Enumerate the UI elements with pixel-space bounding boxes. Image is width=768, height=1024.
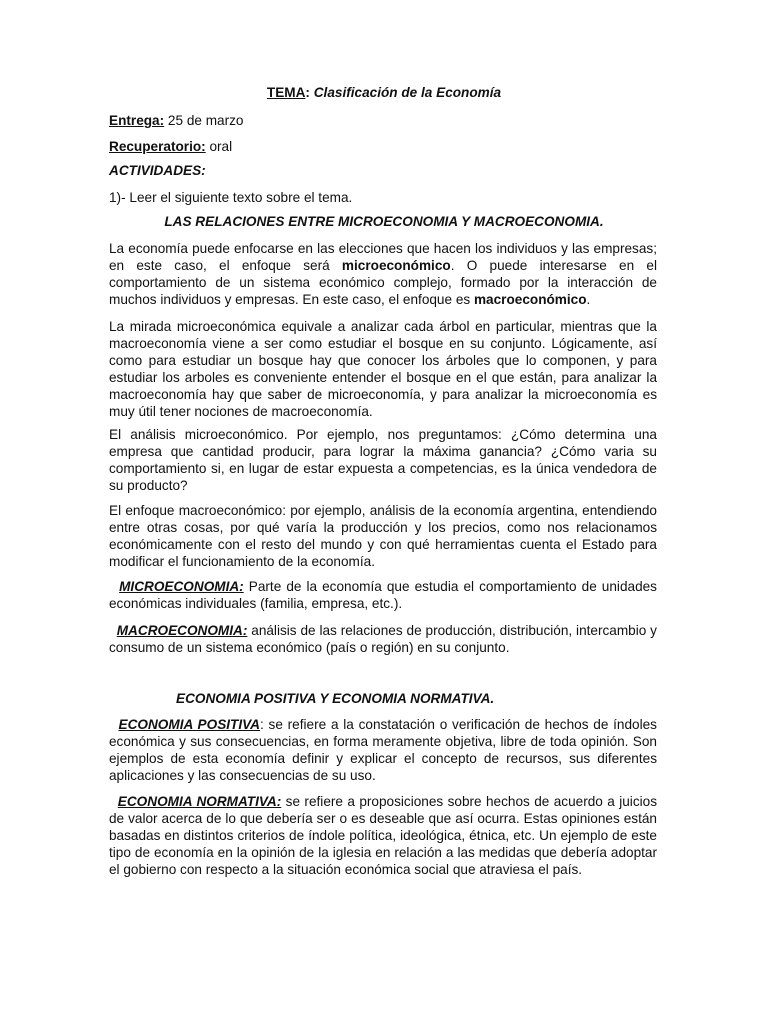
definition-economia-normativa [109,793,657,878]
paragraph-text: . [586,292,591,307]
term-macroeconomico: macroeconómico [473,292,587,307]
paragraph-analisis-micro: El análisis microeconómico. Por ejemplo, nos preguntamos: ¿Cómo determina una empresa que cantidad producir, para lograr la máxima ganancia? ¿Cómo varia su comportamiento si, en lugar de estar expuesta a competencias, es la única vendedora de su producto? [109,427,657,493]
entrega-label: Entrega: [109,113,165,128]
definition-macroeconomia [109,622,657,656]
paragraph-enfoque [109,240,657,308]
definition-text: análisis de las relaciones de producción, distribución, intercambio y consumo de un sistema económico (país o región) en su conjunto. [109,623,657,655]
page-title [0,84,768,101]
term-economia-normativa: ECONOMIA NORMATIVA: [117,794,282,809]
term-macroeconomia: MACROECONOMIA: [116,623,248,638]
entrega-line [109,112,243,129]
recuperatorio-line [109,138,232,155]
tema-value: Clasificación de la Economía [313,85,502,100]
paragraph-text: . O puede interesarse en el comportamiento de un sistema económico complejo, formado por la interacción de muchos individuos y empresas. En este caso, el enfoque es [109,258,657,307]
recuperatorio-label: Recuperatorio: [109,139,206,154]
tema-label: TEMA [266,85,306,100]
definition-text: Parte de la economía que estudia el comportamiento de unidades económicas individuales (familia, empresa, etc.). [109,579,657,611]
tema-colon: : [305,85,310,100]
term-microeconomia: MICROECONOMIA: [119,579,244,594]
instruction-line: 1)- Leer el siguiente texto sobre el tema. [109,190,353,205]
definition-text: : se refiere a la constatación o verificación de hechos de índoles económica y sus consecuencias, en forma meramente objetiva, libre de toda opinión. Son ejemplos de esta economía definir y explicar el concepto de recursos, sus diferentes aplicaciones y las consecuencias de su uso. [109,717,657,783]
definition-economia-positiva [109,716,657,784]
definition-microeconomia [109,578,657,612]
paragraph-enfoque-macro: El enfoque macroeconómico: por ejemplo, análisis de la economía argentina, entendiendo entre otras cosas, por qué varía la producción y los precios, como nos relacionamos económicamente con el resto del mundo y con qué herramientas cuenta el Estado para modificar el funcionamiento de la economía. [109,503,657,569]
entrega-value: 25 de marzo [164,113,244,128]
term-microeconomico: microeconómico [341,258,451,273]
section-heading-positiva-normativa: ECONOMIA POSITIVA Y ECONOMIA NORMATIVA. [176,691,495,706]
paragraph-arbol-bosque: La mirada microeconómica equivale a analizar cada árbol en particular, mientras que la macroeconomía viene a ser como estudiar el bosque en su conjunto. Lógicamente, así como para estudiar un bosque hay que conocer los árboles que lo componen, y para estudiar los arboles es conveniente entender el bosque en el que están, para analizar la macroeconomía hay que saber de microeconomía, y para analizar la microeconomía es muy útil tener nociones de macroeconomía. [109,319,657,419]
recuperatorio-value: oral [205,139,233,154]
definition-text: se refiere a proposiciones sobre hechos de acuerdo a juicios de valor acerca de lo que debería ser o es deseable que así ocurra. Estas opiniones están basadas en distintos criterios de índole política, ideológica, étnica, etc. Un ejemplo de este tipo de economía en la opinión de la iglesia en relación a las medidas que debería adoptar el gobierno con respecto a la situación económica social que atraviesa el país. [109,794,657,877]
paragraph-text: La economía puede enfocarse en las elecciones que hacen los individuos y las empresas; en este caso, el enfoque será [109,241,657,273]
term-economia-positiva: ECONOMIA POSITIVA [118,717,260,732]
actividades-heading: ACTIVIDADES: [109,163,206,178]
section-heading-micro-macro: LAS RELACIONES ENTRE MICROECONOMIA Y MACROECONOMIA. [164,214,604,229]
